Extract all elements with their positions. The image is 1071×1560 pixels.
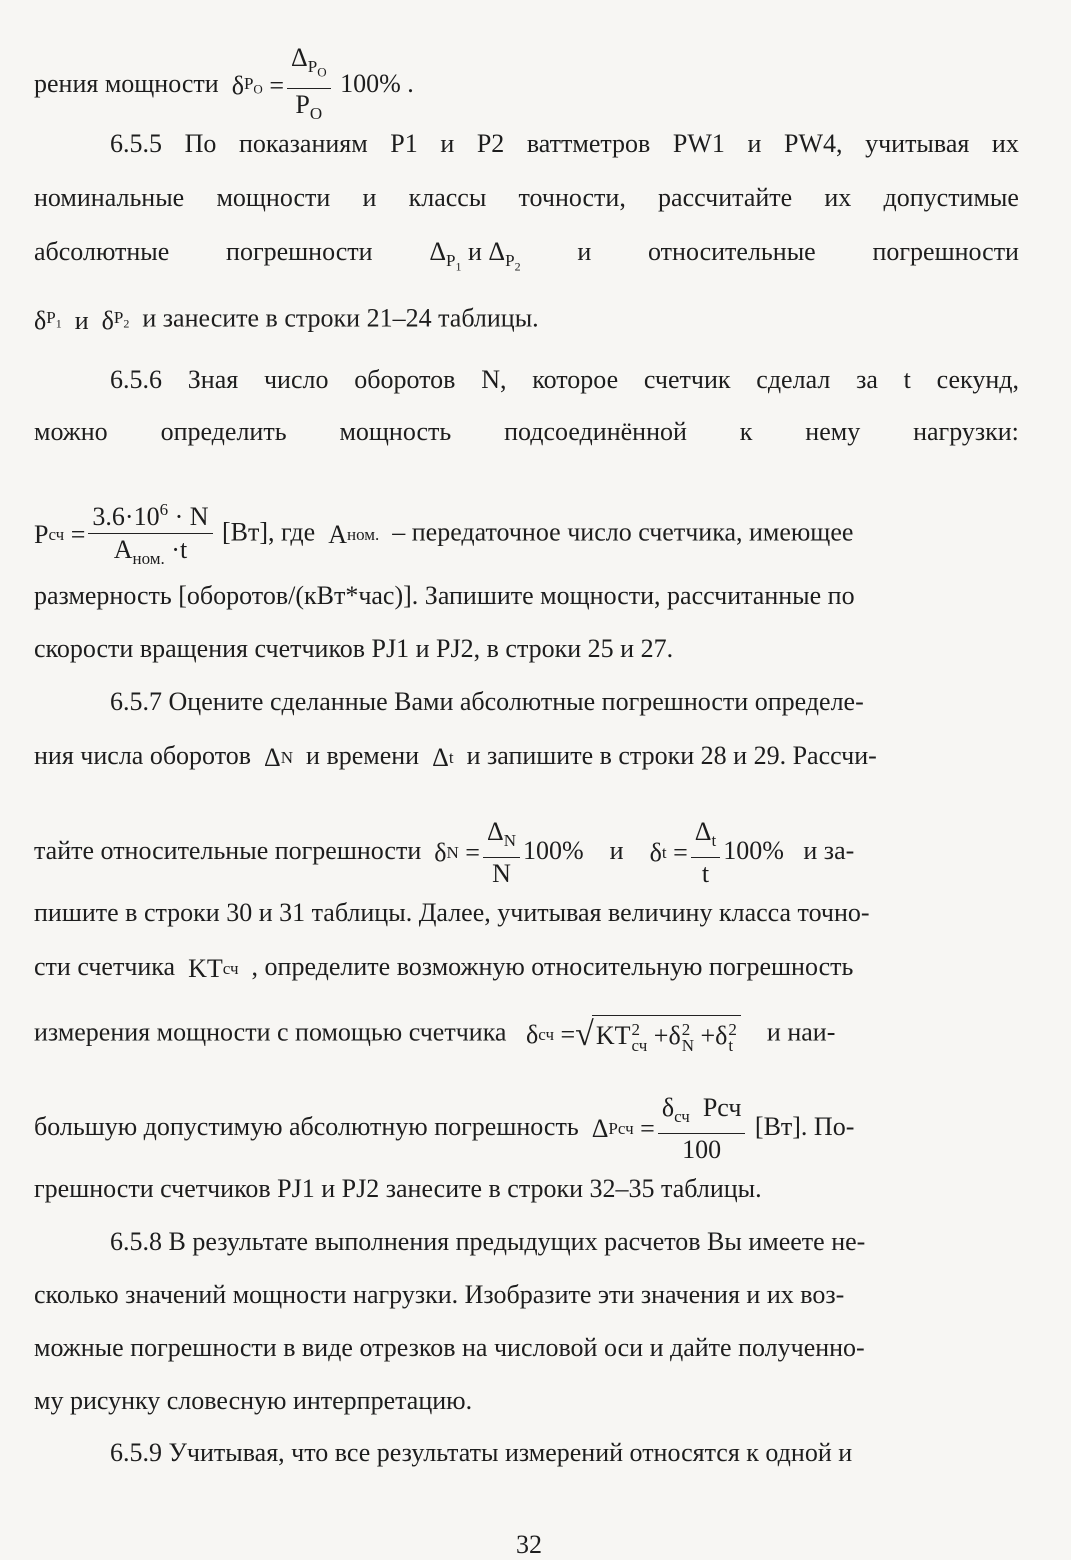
- text-line: рения мощности δ $P_O$ = $\frac{\Delta_{P_O}}{P_O}$ 100% .: [34, 44, 1019, 128]
- text-line: измерения мощности с помощью счетчика δ сч = √ KT 2 сч +δ 2 N +δ 2 t и наи-: [34, 1015, 836, 1056]
- formula-delta-p1-p2: $\Delta_{P_1}$ и $\Delta_{P_2}$: [429, 237, 521, 274]
- paragraph-6-5-5-line-3: абсолютные погрешности $\Delta_{P_1}$ и $\Delta_{P_2}$ и относительные погрешности: [34, 236, 1019, 282]
- formula-delta-rel-p1-p2: δ $P_1$ и δ $P_2$: [34, 305, 130, 335]
- text-line: сти счетчика KT сч , определите возможную относительную погрешность: [34, 952, 854, 984]
- formula-rel-n: δ N = $\frac{\Delta_N}{N}$: [428, 818, 523, 888]
- text-line: тайте относительные погрешности δ N = $\frac{\Delta_N}{N}$ 100% и δ t = $\frac{\Delta_t}{t}$ 100% и за-: [34, 817, 855, 888]
- text-line: P сч = $\frac{3.6\cdot 10^6 \cdot N}{A_{ном.} \cdot t}$ [Вт], где A ном. – передаточное число счетчика, имеющее: [34, 496, 1019, 573]
- text-line: скорости вращения счетчиков PJ1 и PJ2, в строки 25 и 27.: [34, 634, 674, 663]
- text-line: 6.5.8 В результате выполнения предыдущих расчетов Вы имеете не-: [110, 1227, 866, 1256]
- paragraph-6-5-5-line-2: номинальные мощности и классы точности, рассчитайте их допустимые: [34, 183, 1019, 212]
- paragraph-6-5-5-line-1: 6.5.5 По показаниям Р1 и Р2 ваттметров PW1 и PW4, учитывая их: [110, 129, 1019, 158]
- formula-delta-t: Δ t: [425, 743, 454, 773]
- formula-rel-counter: δ сч = √ KT 2 сч +δ 2 N +δ 2 t: [513, 1015, 741, 1054]
- formula-rel-t: δ t = $\frac{\Delta_t}{t}$: [650, 818, 724, 888]
- text-line: можные погрешности в виде отрезков на числовой оси и дайте полученно-: [34, 1333, 865, 1362]
- text-line: размерность [оборотов/(кВт*час)]. Запишите мощности, рассчитанные по: [34, 581, 855, 610]
- text-line: δ $P_1$ и δ $P_2$ и занесите в строки 21–24 таблицы.: [34, 302, 1019, 339]
- text-line: сколько значений мощности нагрузки. Изобразите эти значения и их воз-: [34, 1280, 845, 1309]
- formula-abs-counter: Δ Pсч = $\frac{\delta_{сч} Pсч}{100}$: [585, 1094, 748, 1164]
- formula-a-nom: A ном.: [321, 519, 380, 549]
- formula-kt-counter: KT сч: [181, 954, 239, 984]
- page-number: 32: [516, 1530, 542, 1559]
- text-line: грешности счетчиков PJ1 и PJ2 занесите в строки 32–35 таблицы.: [34, 1174, 762, 1203]
- formula-p-counter: P сч = $\frac{3.6\cdot 10^6 \cdot N}{A_{ном.} \cdot t}$: [34, 496, 216, 573]
- text-line: му рисунку словесную интерпретацию.: [34, 1386, 473, 1415]
- paragraph-6-5-6-line-1: 6.5.6 Зная число оборотов N, которое счетчик сделал за t секунд,: [110, 365, 1019, 394]
- paragraph-6-5-6-line-2: можно определить мощность подсоединённой к нему нагрузки:: [34, 417, 1019, 446]
- text-line: 6.5.9 Учитывая, что все результаты измерений относятся к одной и: [110, 1438, 853, 1467]
- formula-delta-n: Δ N: [257, 743, 294, 773]
- text-line: пишите в строки 30 и 31 таблицы. Далее, учитывая величину класса точно-: [34, 898, 870, 927]
- text-line: большую допустимую абсолютную погрешность Δ Pсч = $\frac{\delta_{сч} Pсч}{100}$ [Вт]. По-: [34, 1093, 855, 1164]
- text-line: ния числа оборотов Δ N и времени Δ t и запишите в строки 28 и 29. Рассчи-: [34, 741, 877, 773]
- text-line: 6.5.7 Оцените сделанные Вами абсолютные погрешности определе-: [110, 687, 864, 716]
- formula-delta-po: δ $P_O$ = $\frac{\Delta_{P_O}}{P_O}$: [225, 44, 333, 128]
